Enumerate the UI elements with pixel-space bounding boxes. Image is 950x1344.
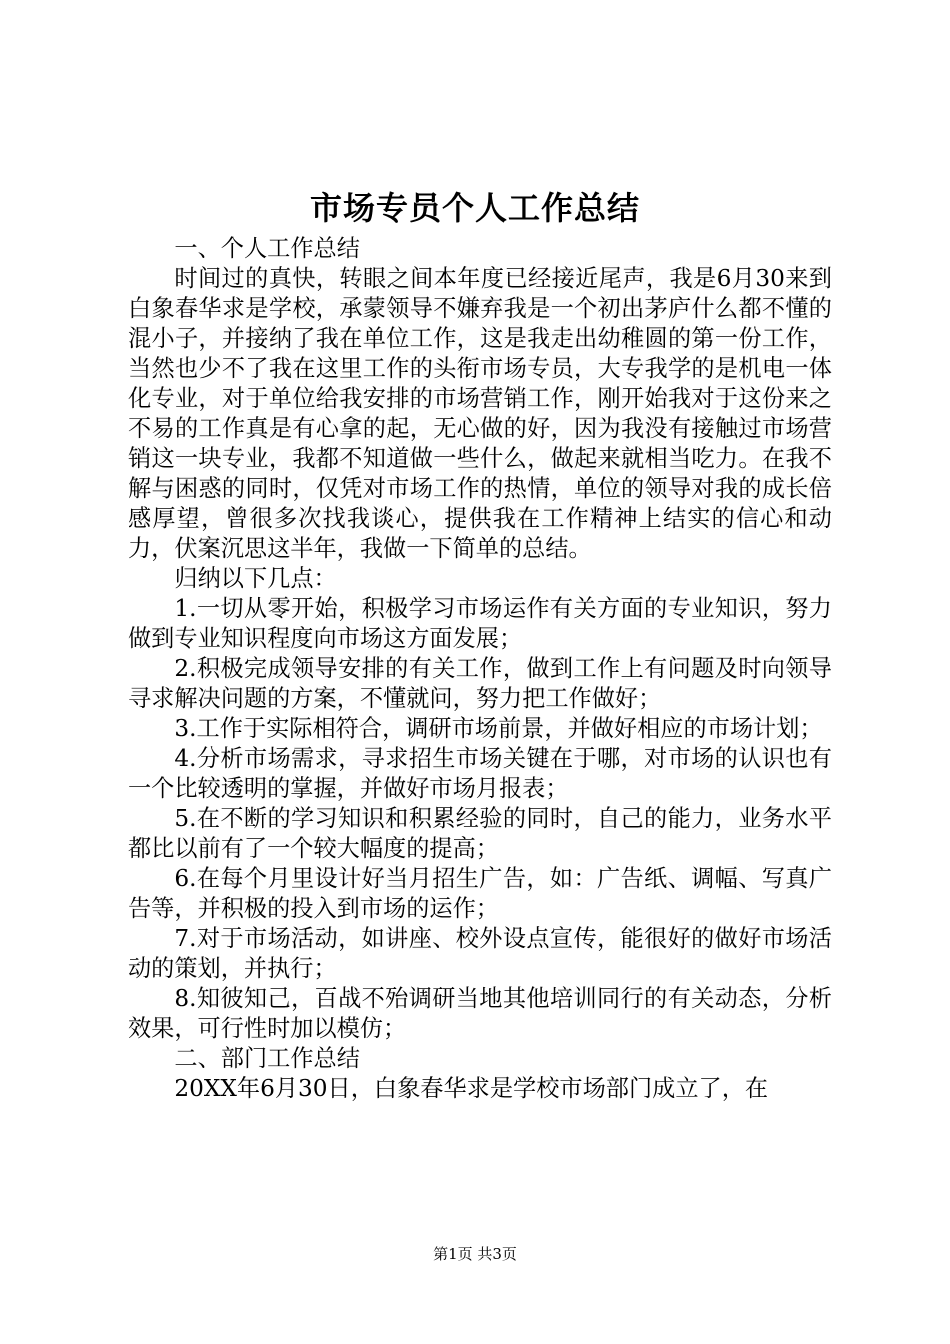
list-item: 6.在每个月里设计好当月招生广告，如：广告纸、调幅、写真广告等，并积极的投入到市场的运作； — [128, 865, 832, 922]
document-title: 市场专员个人工作总结 — [309, 189, 640, 227]
document-body — [128, 234, 832, 1104]
list-item: 4.分析市场需求，寻求招生市场关键在于哪，对市场的认识也有一个比较透明的掌握，并做好市场月报表； — [128, 745, 832, 802]
section-heading: 二、部门工作总结 — [174, 1045, 360, 1072]
list-item: 5.在不断的学习知识和积累经验的同时，自己的能力，业务水平都比以前有了一个较大幅度的提高； — [128, 805, 832, 862]
page-footer: 第1页 共3页 — [433, 1245, 517, 1263]
list-item: 8.知彼知己，百战不殆调研当地其他培训同行的有关动态，分析效果，可行性时加以模仿； — [128, 985, 832, 1042]
paragraph: 20XX年6月30日，白象春华求是学校市场部门成立了，在 — [174, 1075, 769, 1102]
section-heading: 一、个人工作总结 — [174, 235, 360, 262]
list-item: 7.对于市场活动，如讲座、校外设点宣传，能很好的做好市场活动的策划，并执行； — [128, 925, 832, 982]
paragraph: 时间过的真快，转眼之间本年度已经接近尾声，我是6月30来到白象春华求是学校，承蒙领导不嫌弃我是一个初出茅庐什么都不懂的混小子，并接纳了我在单位工作，这是我走出幼稚圆的第一份工作，当然也少不了我在这里工作的头衔市场专员，大专我学的是机电一体化专业，对于单位给我安排的市场营销工作，刚开始我对于这份来之不易的工作真是有心拿的起，无心做的好，因为我没有接触过市场营销这一块专业，我都不知道做一些什么，做起来就相当吃力。在我不解与困惑的同时，仅凭对市场工作的热情，单位的领导对我的成长倍感厚望，曾很多次找我谈心，提供我在工作精神上结实的信心和动力，伏案沉思这半年，我做一下简单的总结。 — [128, 265, 832, 562]
list-item: 3.工作于实际相符合，调研市场前景，并做好相应的市场计划； — [174, 715, 823, 742]
list-item: 2.积极完成领导安排的有关工作，做到工作上有问题及时向领导寻求解决问题的方案，不懂就问，努力把工作做好； — [128, 655, 832, 712]
list-item: 1.一切从零开始，积极学习市场运作有关方面的专业知识，努力做到专业知识程度向市场这方面发展； — [128, 595, 832, 652]
paragraph: 归纳以下几点： — [174, 565, 337, 592]
